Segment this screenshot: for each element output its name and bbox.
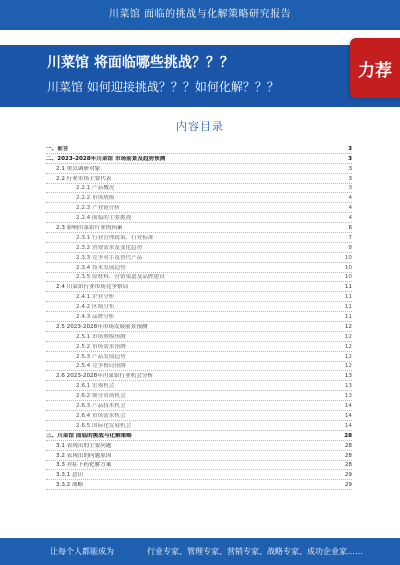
toc-entry[interactable]	[46, 154, 352, 164]
toc-entry-page: 12	[344, 353, 352, 360]
footer-bar	[0, 538, 400, 565]
toc-entry-page: 12	[344, 323, 352, 330]
toc-entry-page: 11	[344, 304, 352, 311]
toc-entry-page: 12	[344, 333, 352, 340]
toc-entry-text: 2.5.3 产品发展趋势	[76, 353, 126, 360]
toc-entry-text: 2.2 行业市场主要代表	[56, 175, 112, 182]
toc-entry-text: 2.6.1 宏观机会	[76, 383, 115, 390]
toc-entry-text: 2.5.2 市场需求预测	[76, 343, 126, 350]
toc-entry-text: 2.6.5 国际化发展机会	[76, 422, 132, 429]
toc-entry-page: 12	[344, 343, 352, 350]
toc-entry[interactable]	[46, 273, 352, 283]
toc-entry-text: 2.4.2 区域分布	[76, 304, 115, 311]
toc-entry-page: 29	[344, 472, 352, 479]
toc-entry-text: 三、川菜馆 面临的挑战与化解策略	[46, 432, 132, 439]
toc-entry[interactable]	[46, 203, 352, 213]
toc-entry-page: 28	[344, 442, 352, 449]
toc-entry-page: 8	[348, 244, 352, 251]
toc-entry[interactable]	[46, 391, 352, 401]
toc-entry-page: 7	[348, 234, 352, 241]
toc-entry[interactable]	[46, 282, 352, 292]
toc-entry-text: 2.6.3 产品技术机会	[76, 403, 126, 410]
toc-entry-text: 2.6.2 细分市场机会	[76, 393, 126, 400]
toc-entry[interactable]	[46, 451, 352, 461]
toc-entry-page: 14	[344, 422, 352, 429]
toc-entry[interactable]	[46, 223, 352, 233]
toc-entry-page: 13	[344, 383, 352, 390]
toc-entry[interactable]	[46, 352, 352, 362]
toc-entry[interactable]	[46, 362, 352, 372]
toc-entry[interactable]	[46, 144, 352, 154]
toc-entry-text: 2.2.2 市场规模	[76, 195, 115, 202]
toc-entry-page: 4	[348, 195, 352, 202]
toc-entry-page: 4	[348, 205, 352, 212]
toc-entry[interactable]	[46, 174, 352, 184]
toc-entry-text: 2.3.2 消费需求及变化趋势	[76, 244, 143, 251]
toc-entry-text: 2.4.3 品牌分析	[76, 314, 115, 321]
toc-heading: 内容目录	[176, 120, 224, 133]
toc-entry-page: 10	[344, 264, 352, 271]
toc-entry-page: 3	[348, 165, 352, 172]
toc-entry-page: 4	[348, 215, 352, 222]
toc-entry[interactable]	[46, 480, 352, 490]
footer-slogan: 让每个人都能成为	[50, 547, 114, 556]
toc-entry-text: 3.2 表现出的问题原因	[56, 452, 112, 459]
toc-entry[interactable]	[46, 233, 352, 243]
toc-entry-text: 二、2023-2028年川菜馆 市场前景及趋势预测	[46, 155, 166, 162]
toc-entry[interactable]	[46, 193, 352, 203]
toc-entry-text: 2.4.1 企业分析	[76, 294, 115, 301]
toc-entry-page: 11	[344, 314, 352, 321]
toc-entry[interactable]	[46, 461, 352, 471]
toc-entry-page: 14	[344, 412, 352, 419]
toc-entry[interactable]	[46, 213, 352, 223]
toc-entry[interactable]	[46, 263, 352, 273]
toc-entry-page: 3	[348, 155, 352, 162]
toc-entry-text: 2.6 2023-2028年川菜馆行业机会分析	[56, 373, 154, 380]
toc-entry-page: 11	[344, 294, 352, 301]
toc-entry[interactable]	[46, 470, 352, 480]
toc-entry-page: 28	[344, 452, 352, 459]
toc-entry-page: 29	[344, 482, 352, 489]
toc-entry-page: 3	[348, 185, 352, 192]
toc-entry[interactable]	[46, 322, 352, 332]
toc-entry[interactable]	[46, 292, 352, 302]
toc-entry[interactable]	[46, 243, 352, 253]
toc-entry[interactable]	[46, 253, 352, 263]
toc-entry-page: 14	[344, 403, 352, 410]
toc-entry-text: 3.3 对症下药化解方案	[56, 462, 112, 469]
toc-entry[interactable]	[46, 184, 352, 194]
toc-entry-page: 11	[344, 284, 352, 291]
toc-entry-text: 2.5 2023-2028年市场发展前景预测	[56, 323, 148, 330]
toc-entry[interactable]	[46, 342, 352, 352]
toc-entry[interactable]	[46, 381, 352, 391]
toc-entry-page: 3	[348, 175, 352, 182]
toc-entry-text: 3.3.2 战略	[56, 482, 84, 489]
toc-entry-text: 2.3.4 技术发展趋势	[76, 264, 126, 271]
toc-entry-page: 12	[344, 363, 352, 370]
toc-entry-text: 2.5.1 市场规模预测	[76, 333, 126, 340]
toc-entry-text: 2.5.4 竞争格局预测	[76, 363, 126, 370]
hero-subtitle: 川菜馆 如何迎接挑战？？？如何化解？？？	[47, 80, 279, 94]
toc-entry-text: 2.2.3 产业链分析	[76, 205, 120, 212]
toc-entry[interactable]	[46, 164, 352, 174]
toc-entry-text: 2.4 川菜馆行业市场竞争格局	[56, 284, 129, 291]
toc-entry[interactable]	[46, 332, 352, 342]
toc-entry[interactable]	[46, 421, 352, 431]
toc-entry-page: 13	[344, 373, 352, 380]
table-of-contents	[46, 144, 352, 490]
toc-entry-text: 2.2.4 面临的主要挑战	[76, 215, 132, 222]
toc-entry-text: 2.3.5 原材料、营销渠道及品牌建设	[76, 274, 165, 281]
toc-entry[interactable]	[46, 411, 352, 421]
toc-entry-text: 2.2.1 产品概况	[76, 185, 115, 192]
toc-entry-text: 2.3 影响川菜馆行业的因素	[56, 225, 123, 232]
toc-entry-page: 6	[348, 225, 352, 232]
toc-entry-text: 一、前言	[46, 145, 69, 152]
toc-entry-text: 2.3.1 行业管理政策、行业标准	[76, 234, 154, 241]
footer-roles: 行业专家、管理专家、营销专家、战略专家、成功企业家……	[147, 547, 363, 556]
toc-entry[interactable]	[46, 401, 352, 411]
document-header-title: 川菜馆 面临的挑战与化解策略研究报告	[108, 9, 292, 20]
toc-entry-page: 28	[344, 462, 352, 469]
toc-entry-text: 3.3.1 意识	[56, 472, 84, 479]
toc-entry-page: 10	[344, 274, 352, 281]
toc-entry-page: 10	[344, 254, 352, 261]
hero-banner	[0, 45, 400, 107]
toc-entry[interactable]	[46, 371, 352, 381]
toc-entry-text: 3.1 表现出的主要问题	[56, 442, 112, 449]
toc-entry-page: 28	[344, 432, 352, 439]
toc-entry[interactable]	[46, 431, 352, 441]
toc-entry-text: 2.3.3 竞争对手及替代产品	[76, 254, 143, 261]
hero-title: 川菜馆 将面临哪些挑战？？？	[47, 55, 234, 71]
recommend-badge: 力荐	[350, 38, 400, 98]
toc-entry-text: 2.1 重点调研对象	[56, 165, 101, 172]
toc-entry[interactable]	[46, 441, 352, 451]
toc-entry[interactable]	[46, 312, 352, 322]
toc-entry-page: 13	[344, 393, 352, 400]
toc-entry-text: 2.6.4 市场需求机会	[76, 412, 126, 419]
document-header-bar	[0, 0, 400, 30]
toc-entry-page: 3	[348, 145, 352, 152]
toc-entry[interactable]	[46, 302, 352, 312]
